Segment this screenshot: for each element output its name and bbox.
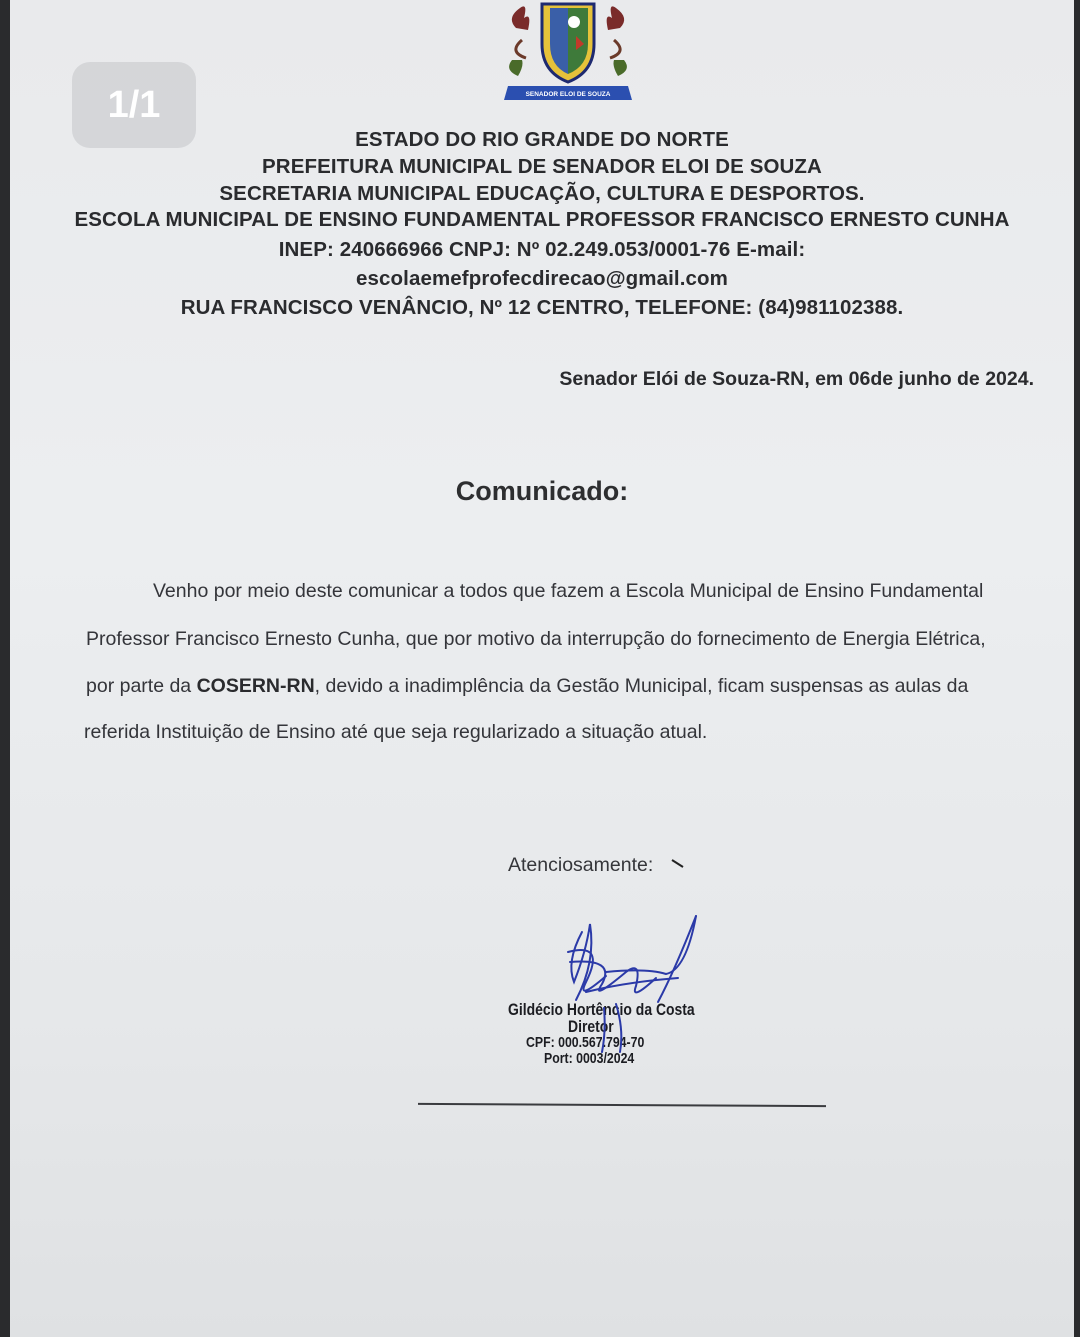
signatory-name: Gildécio Hortêncio da Costa (508, 1000, 695, 1019)
body-line-1: Venho por meio deste comunicar a todos que fazem a Escola Municipal de Ensino Fundamental (153, 580, 984, 602)
signatory-port: Port: 0003/2024 (544, 1050, 635, 1067)
pen-mark (670, 858, 686, 870)
body-line-2: Professor Francisco Ernesto Cunha, que por motivo da interrupção do fornecimento de Energia Elétrica, (86, 628, 986, 650)
header-secretariat: SECRETARIA MUNICIPAL EDUCAÇÃO, CULTURA E DESPORTOS. (219, 182, 865, 205)
company-name: COSERN-RN (196, 675, 315, 697)
signature-line (418, 1103, 826, 1107)
crest-banner-text: SENADOR ELOI DE SOUZA (525, 91, 611, 98)
header-ids-email-label: INEP: 240666966 CNPJ: Nº 02.249.053/0001-76 E-mail: (278, 238, 806, 261)
closing-text: Atenciosamente: (508, 854, 654, 876)
signatory-cpf: CPF: 000.567.794-70 (526, 1034, 645, 1051)
document-page (10, 0, 1074, 1337)
page-counter: 1/1 (72, 62, 196, 148)
header-email: escolaemefprofecdirecao@gmail.com (356, 267, 728, 290)
body-line-3 (86, 675, 968, 698)
date-line: Senador Elói de Souza-RN, em 06de junho de 2024. (559, 368, 1034, 390)
document-title: Comunicado: (455, 476, 629, 506)
body-line-3-prefix: por parte da (86, 675, 197, 697)
body-line-3-suffix: , devido a inadimplência da Gestão Municipal, ficam suspensas as aulas da (314, 675, 969, 697)
header-prefecture: PREFEITURA MUNICIPAL DE SENADOR ELOI DE SOUZA (262, 155, 822, 178)
header-state: ESTADO DO RIO GRANDE DO NORTE (355, 128, 729, 151)
header-address-phone: RUA FRANCISCO VENÂNCIO, Nº 12 CENTRO, TELEFONE: (84)981102388. (180, 296, 904, 319)
header-school-name: ESCOLA MUNICIPAL DE ENSINO FUNDAMENTAL PROFESSOR FRANCISCO ERNESTO CUNHA (74, 208, 1010, 231)
handwritten-signature (546, 912, 726, 1062)
signatory-role: Diretor (568, 1017, 614, 1036)
municipal-crest-logo (498, 0, 638, 108)
body-line-4: referida Instituição de Ensino até que seja regularizado a situação atual. (84, 721, 708, 743)
